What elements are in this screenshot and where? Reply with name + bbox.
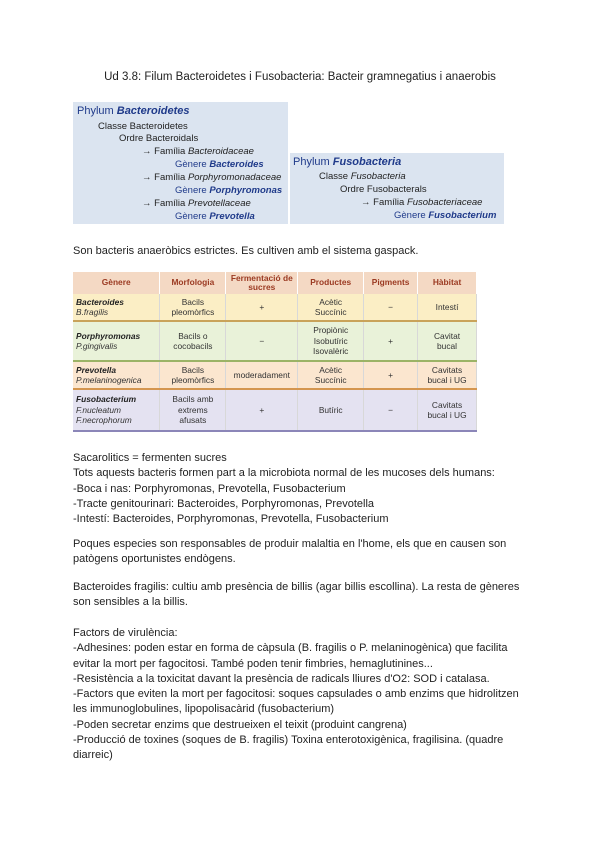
genere-prevotella: Gènere Prevotella	[175, 211, 255, 222]
page-title: Ud 3.8: Filum Bacteroidetes i Fusobacteria: Bacteir gramnegatius i anaerobis	[104, 71, 496, 83]
familia-prevotellaceae: → Família Prevotellaceae	[142, 198, 251, 209]
genere-fusobacterium: Gènere Fusobacterium	[394, 210, 497, 221]
phylum-fusobacteria: Phylum Fusobacteria	[293, 156, 402, 168]
genere-porphyromonas: Gènere Porphyromonas	[175, 185, 283, 196]
morphology-cell: Bacils o cocobacils	[160, 321, 226, 361]
products-cell: Acètic Succínic	[298, 361, 364, 389]
virulence-section: Factors de virulència: -Adhesines: poden estar en forma de càpsula (B. fragilis o P. melaninogènica) que facilita evitar la mort per fagocitosi. També poden tenir fimbries, hemaglutinines... -Resistència a la toxicitat davant la presència de radicals lliures d'O2: SOD i catalasa. -Factors que eviten la mort per fagocitosi: soques capsulades o amb enzims que hidrolitzen les immunoglobulines, lipopolisacàrid (fusobacterium) -Poden secretar enzims que destrueixen el teixit (produint cangrena) -Producció de toxines (soques de B. fragilis) Toxina enterotoxigènica, fragilisina. (quadre diarreic)	[73, 627, 519, 762]
table-header-row	[73, 272, 477, 294]
pathogenicity-section: Poques especies son responsables de produir malaltia en l'home, els que en causen son patògens oportunistes endògens.	[73, 538, 507, 566]
classe-bacteroidetes: Classe Bacteroidetes	[98, 121, 188, 132]
pigments-cell: −	[364, 294, 418, 321]
morphology-cell: Bacils pleomòrfics	[160, 361, 226, 389]
products-cell: Butíric	[298, 389, 364, 431]
genus-cell: Porphyromonas P.gingivalis	[73, 321, 160, 361]
habitat-cell: Cavitats bucal i UG	[418, 389, 477, 431]
habitat-cell: Cavitats bucal i UG	[418, 361, 477, 389]
fermentation-cell: −	[226, 321, 298, 361]
classe-fusobacteria: Classe Fusobacteria	[319, 171, 406, 182]
table-row	[73, 321, 477, 361]
familia-porphyromonadaceae: → Família Porphyromonadaceae	[142, 172, 282, 183]
phylum-bacteroidetes: Phylum Bacteroidetes	[77, 105, 190, 117]
genus-cell: Fusobacterium F.nucleatum F.necrophorum	[73, 389, 160, 431]
products-cell: Acètic Succínic	[298, 294, 364, 321]
pigments-cell: −	[364, 389, 418, 431]
genus-cell: Bacteroides B.fragilis	[73, 294, 160, 321]
products-cell: Propiònic Isobutíric Isovalèric	[298, 321, 364, 361]
familia-fusobacteriaceae: → Família Fusobacteriaceae	[361, 197, 483, 208]
fermentation-cell: +	[226, 294, 298, 321]
pigments-cell: +	[364, 321, 418, 361]
genera-table	[73, 272, 477, 432]
pigments-cell: +	[364, 361, 418, 389]
header-pigments: Pigments	[364, 272, 418, 294]
morphology-cell: Bacils pleomòrfics	[160, 294, 226, 321]
ordre-fusobacterals: Ordre Fusobacterals	[340, 184, 427, 195]
microbiota-section: Sacarolitics = fermenten sucres Tots aquests bacteris formen part a la microbiota normal de les mucoses dels humans: -Boca i nas: Porphyromonas, Prevotella, Fusobacterium -Tracte genitourinari: Bacteroides, Porphyromonas, Prevotella -Intestí: Bacteroides, Porphyromonas, Prevotella, Fusobacterium	[73, 452, 495, 526]
bile-section: Bacteroides fragilis: cultiu amb presència de billis (agar billis escollina). La resta de gèneres son sensibles a la billis.	[73, 581, 520, 609]
fermentation-cell: moderadament	[226, 361, 298, 389]
header-habitat: Hàbitat	[418, 272, 477, 294]
familia-bacteroidaceae: → Família Bacteroidaceae	[142, 146, 254, 157]
header-productes: Productes	[298, 272, 364, 294]
table-row	[73, 389, 477, 431]
table-row	[73, 294, 477, 321]
habitat-cell: Cavitat bucal	[418, 321, 477, 361]
table-row	[73, 361, 477, 389]
morphology-cell: Bacils amb extrems afusats	[160, 389, 226, 431]
taxonomy-box-bacteroidetes	[73, 102, 288, 224]
intro-text: Son bacteris anaeròbics estrictes. Es cultiven amb el sistema gaspack.	[73, 245, 419, 257]
fermentation-cell: +	[226, 389, 298, 431]
header-morfologia: Morfologia	[160, 272, 226, 294]
genere-bacteroides: Gènere Bacteroides	[175, 159, 264, 170]
header-genere: Gènere	[73, 272, 160, 294]
habitat-cell: Intestí	[418, 294, 477, 321]
ordre-bacteroidals: Ordre Bacteroidals	[119, 133, 199, 144]
genus-cell: Prevotella P.melaninogenica	[73, 361, 160, 389]
taxonomy-box-fusobacteria	[290, 153, 504, 224]
header-fermentacio: Fermentació de sucres	[226, 272, 298, 294]
